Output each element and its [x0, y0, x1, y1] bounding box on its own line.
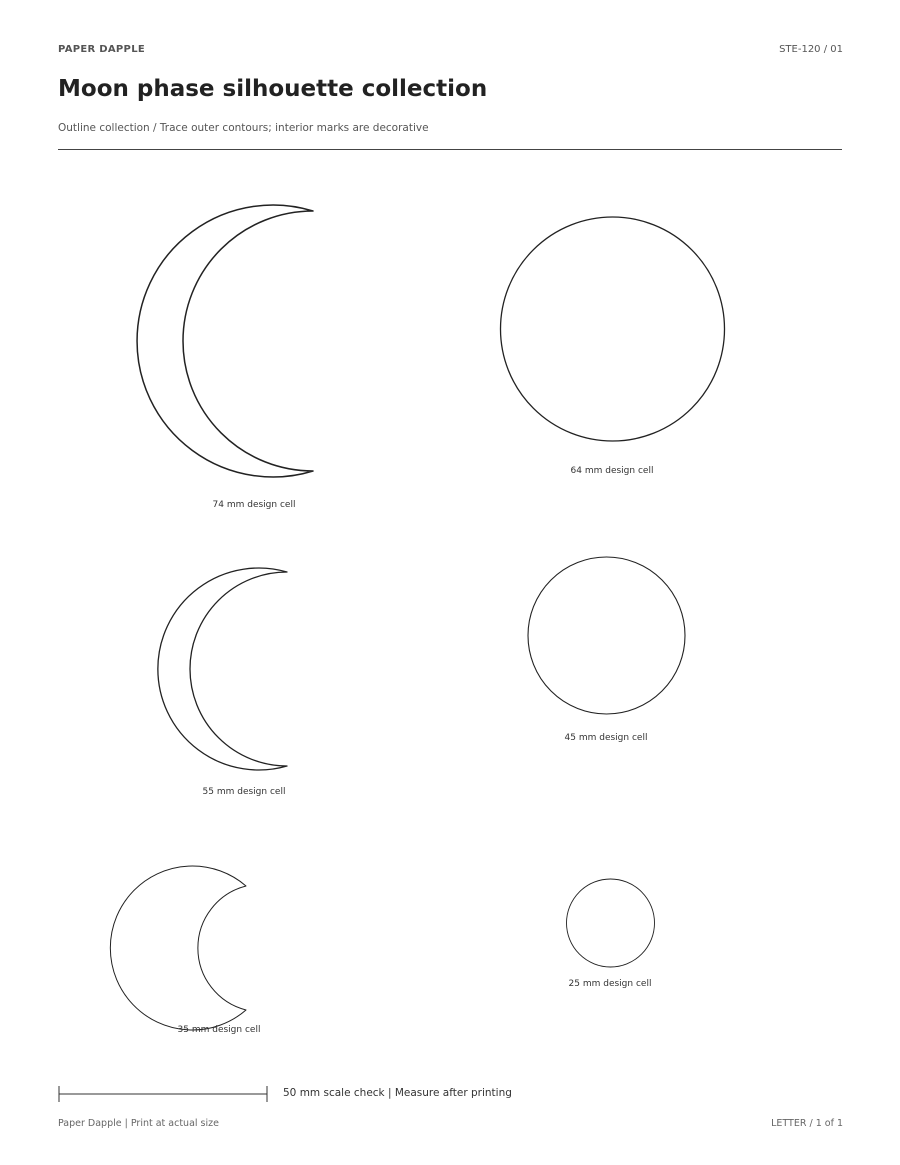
cell-caption: 64 mm design cell: [570, 466, 654, 476]
crescent-moon-shape: [158, 568, 287, 770]
full-moon-shape: [567, 879, 655, 967]
brand-label: PAPER DAPPLE: [58, 44, 145, 55]
footer-right: LETTER / 1 of 1: [771, 1118, 843, 1129]
crescent-moon-shape: [110, 866, 246, 1030]
scale-bar: [58, 1084, 270, 1104]
page-title: Moon phase silhouette collection: [58, 76, 488, 102]
full-moon-shape: [501, 217, 725, 441]
cell-caption: 55 mm design cell: [202, 787, 286, 797]
cell-caption: 74 mm design cell: [212, 500, 296, 510]
crescent-moon-shape: [137, 205, 313, 477]
scale-check-label: 50 mm scale check | Measure after printing: [283, 1087, 512, 1099]
sheet-code: STE-120 / 01: [779, 44, 843, 55]
footer-left: Paper Dapple | Print at actual size: [58, 1118, 219, 1129]
full-moon-shape: [528, 557, 685, 714]
cell-caption: 35 mm design cell: [177, 1025, 261, 1035]
cell-caption: 25 mm design cell: [568, 979, 652, 989]
cell-caption: 45 mm design cell: [564, 733, 648, 743]
page-subtitle: Outline collection / Trace outer contours; interior marks are decorative: [58, 122, 429, 134]
